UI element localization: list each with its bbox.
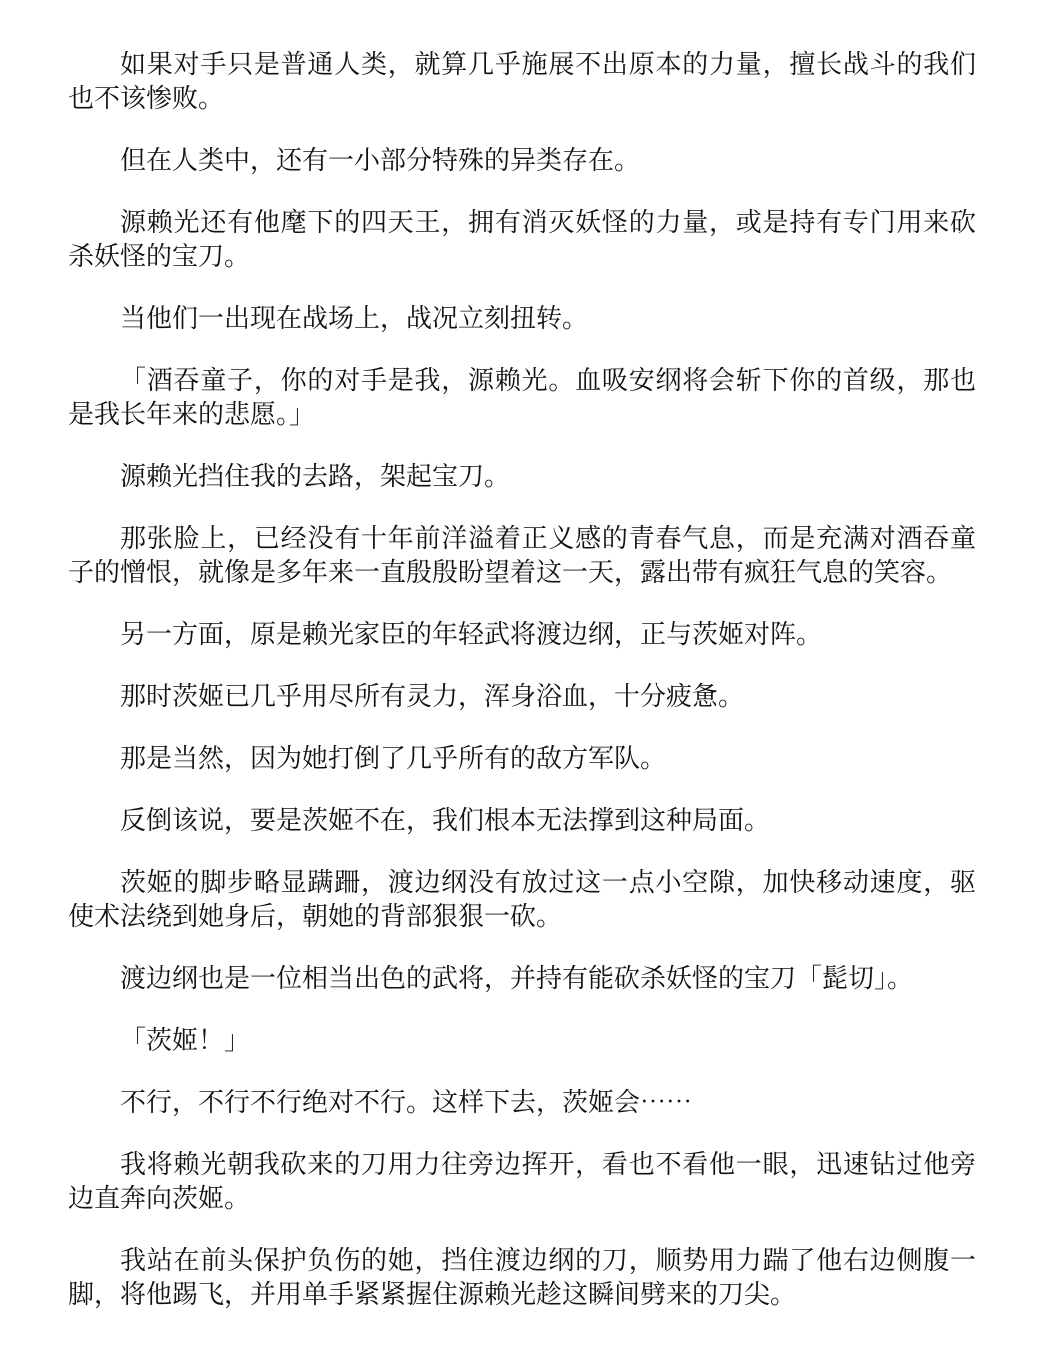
paragraph-15: 不行，不行不行绝对不行。这样下去，茨姬会⋯⋯ — [120, 1088, 693, 1118]
paragraph-1: 如果对手只是普通人类，就算几乎施展不出原本的力量，擅长战斗的我们也不该惨败。 — [68, 50, 976, 114]
paragraph-6: 源赖光挡住我的去路，架起宝刀。 — [120, 462, 511, 492]
paragraph-12: 茨姬的脚步略显蹒跚，渡边纲没有放过这一点小空隙，加快移动速度，驱使术法绕到她身后，朝她的背部狠狠一砍。 — [68, 868, 976, 932]
paragraph-9: 那时茨姬已几乎用尽所有灵力，浑身浴血，十分疲惫。 — [120, 682, 745, 712]
paragraph-7: 那张脸上，已经没有十年前洋溢着正义感的青春气息，而是充满对酒吞童子的憎恨，就像是多年来一直殷殷盼望着这一天，露出带有疯狂气息的笑容。 — [68, 524, 976, 588]
paragraph-2: 但在人类中，还有一小部分特殊的异类存在。 — [120, 146, 641, 176]
paragraph-8: 另一方面，原是赖光家臣的年轻武将渡边纲，正与茨姬对阵。 — [120, 620, 823, 650]
paragraph-11: 反倒该说，要是茨姬不在，我们根本无法撑到这种局面。 — [120, 806, 771, 836]
paragraph-5: 「酒吞童子，你的对手是我，源赖光。血吸安纲将会斩下你的首级，那也是我长年来的悲愿。」 — [68, 366, 976, 430]
paragraph-10: 那是当然，因为她打倒了几乎所有的敌方军队。 — [120, 744, 667, 774]
paragraph-16: 我将赖光朝我砍来的刀用力往旁边挥开，看也不看他一眼，迅速钻过他旁边直奔向茨姬。 — [68, 1150, 976, 1214]
paragraph-4: 当他们一出现在战场上，战况立刻扭转。 — [120, 304, 589, 334]
novel-page — [68, 48, 976, 1340]
paragraph-3: 源赖光还有他麾下的四天王，拥有消灭妖怪的力量，或是持有专门用来砍杀妖怪的宝刀。 — [68, 208, 976, 272]
paragraph-14: 「茨姬！」 — [120, 1026, 251, 1056]
paragraph-13: 渡边纲也是一位相当出色的武将，并持有能砍杀妖怪的宝刀「髭切」。 — [120, 964, 914, 994]
paragraph-17: 我站在前头保护负伤的她，挡住渡边纲的刀，顺势用力踹了他右边侧腹一脚，将他踢飞，并用单手紧紧握住源赖光趁这瞬间劈来的刀尖。 — [68, 1246, 976, 1310]
